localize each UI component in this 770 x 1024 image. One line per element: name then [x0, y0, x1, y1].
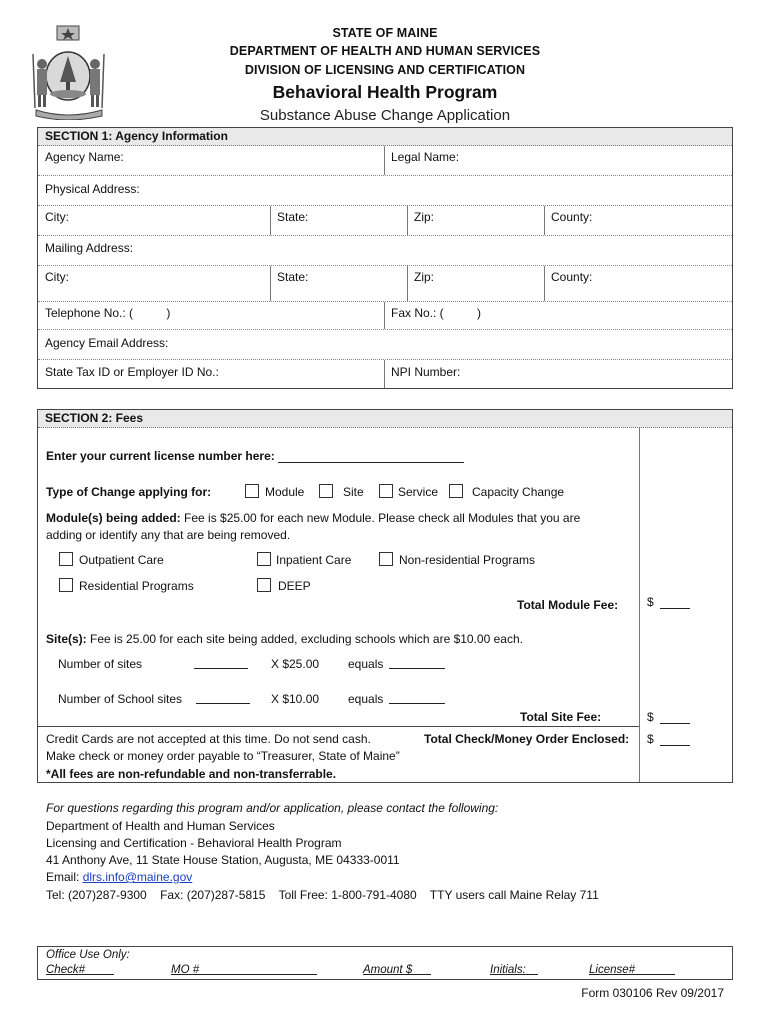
- mailing-address-field[interactable]: Mailing Address:: [45, 241, 134, 255]
- tax-id-field[interactable]: State Tax ID or Employer ID No.:: [45, 365, 219, 379]
- inpatient-care-checkbox[interactable]: [257, 552, 271, 566]
- state-of-maine-seal: [30, 24, 108, 120]
- state-field-1[interactable]: State:: [277, 210, 309, 224]
- form-number: Form 030106 Rev 09/2017: [581, 986, 724, 1000]
- total-module-fee-input[interactable]: [660, 597, 690, 609]
- row-physical-address: [38, 176, 732, 206]
- outpatient-care-label: Outpatient Care: [79, 553, 164, 567]
- section2-heading: SECTION 2: Fees: [38, 410, 732, 428]
- contact-email-link[interactable]: dlrs.info@maine.gov: [82, 870, 193, 884]
- credit-card-notice: Credit Cards are not accepted at this time. Do not send cash.: [46, 732, 371, 746]
- row-city-2: [38, 266, 732, 302]
- site-fee-dollar: $: [647, 710, 654, 724]
- total-enclosed-input[interactable]: [660, 734, 690, 746]
- outpatient-care-checkbox[interactable]: [59, 552, 73, 566]
- row-phone-fax: [38, 302, 732, 330]
- section1-box: [37, 127, 733, 389]
- module-fee-dollar: $: [647, 595, 654, 609]
- physical-address-field[interactable]: Physical Address:: [45, 182, 140, 196]
- service-checkbox-label: Service: [398, 485, 439, 499]
- site-checkbox[interactable]: [319, 484, 333, 498]
- total-site-fee-label: Total Site Fee:: [520, 710, 602, 724]
- contact-department: Department of Health and Human Services: [46, 819, 275, 833]
- schools-total-input[interactable]: [389, 692, 445, 704]
- module-checkbox[interactable]: [245, 484, 259, 498]
- contact-email-label: Email:: [46, 870, 80, 884]
- section2-box: [37, 409, 733, 783]
- legal-name-field[interactable]: Legal Name:: [391, 150, 460, 164]
- contact-address: 41 Anthony Ave, 11 State House Station, Augusta, ME 04333-0011: [46, 853, 400, 867]
- number-of-school-sites-input[interactable]: [196, 692, 250, 704]
- contact-division: Licensing and Certification - Behavioral Health Program: [46, 836, 342, 850]
- modules-fee-text: Fee is $25.00 for each new Module. Please check all Modules that you are: [184, 511, 581, 525]
- office-mo-label: MO #: [171, 964, 200, 976]
- section1-heading: SECTION 1: Agency Information: [38, 128, 732, 146]
- state-field-2[interactable]: State:: [277, 270, 309, 284]
- page-subtitle: Substance Abuse Change Application: [259, 107, 511, 124]
- sites-total-input[interactable]: [389, 657, 445, 669]
- header-department: DEPARTMENT OF HEALTH AND HUMAN SERVICES: [229, 44, 541, 58]
- office-license-label: License#: [589, 964, 636, 976]
- agency-email-field[interactable]: Agency Email Address:: [45, 336, 169, 350]
- service-checkbox[interactable]: [379, 484, 393, 498]
- office-use-box: [37, 946, 733, 980]
- total-module-fee-label: Total Module Fee:: [517, 598, 619, 612]
- number-of-sites-input[interactable]: [194, 657, 248, 669]
- non-residential-label: Non-residential Programs: [399, 553, 536, 567]
- row-city-1: [38, 206, 732, 236]
- city-field-1[interactable]: City:: [45, 210, 69, 224]
- telephone-field[interactable]: Telephone No.: ( ): [45, 306, 171, 320]
- residential-programs-checkbox[interactable]: [59, 578, 73, 592]
- contact-intro: For questions regarding this program and/or application, please contact the following:: [46, 801, 499, 815]
- city-field-2[interactable]: City:: [45, 270, 69, 284]
- non-refundable-notice: *All fees are non-refundable and non-transferrable.: [46, 767, 337, 781]
- header-division: DIVISION OF LICENSING AND CERTIFICATION: [244, 63, 526, 77]
- enclosed-dollar: $: [647, 732, 654, 746]
- zip-field-1[interactable]: Zip:: [414, 210, 435, 224]
- residential-programs-label: Residential Programs: [79, 579, 194, 593]
- row-tax-npi: [38, 360, 732, 388]
- schools-equals-label: equals: [348, 692, 384, 706]
- sites-label: Site(s):: [46, 632, 87, 646]
- office-amount-input[interactable]: [363, 964, 431, 975]
- agency-name-field[interactable]: Agency Name:: [45, 150, 124, 164]
- sites-equals-label: equals: [348, 657, 384, 671]
- capacity-change-checkbox[interactable]: [449, 484, 463, 498]
- inpatient-care-label: Inpatient Care: [276, 553, 352, 567]
- county-field-1[interactable]: County:: [551, 210, 593, 224]
- office-check-input[interactable]: [46, 964, 114, 975]
- type-of-change-label: Type of Change applying for:: [46, 485, 212, 499]
- sites-fee-text: Fee is 25.00 for each site being added, excluding schools which are $10.00 each.: [90, 632, 523, 646]
- modules-fee-text-2: adding or identify any that are being removed.: [46, 528, 291, 542]
- zip-field-2[interactable]: Zip:: [414, 270, 435, 284]
- deep-label: DEEP: [278, 579, 311, 593]
- site-checkbox-label: Site: [343, 485, 364, 499]
- total-site-fee-input[interactable]: [660, 712, 690, 724]
- office-initials-input[interactable]: [490, 964, 538, 975]
- row-email: [38, 330, 732, 360]
- office-amount-label: Amount $: [363, 964, 413, 976]
- office-mo-input[interactable]: [171, 964, 317, 975]
- capacity-change-checkbox-label: Capacity Change: [472, 485, 565, 499]
- schools-multiplier: X $10.00: [271, 692, 320, 706]
- modules-label: Module(s) being added:: [46, 511, 181, 525]
- row-mailing-address: [38, 236, 732, 266]
- license-number-input[interactable]: [278, 451, 464, 463]
- license-number-label: Enter your current license number here:: [46, 449, 275, 463]
- non-residential-checkbox[interactable]: [379, 552, 393, 566]
- sites-multiplier: X $25.00: [271, 657, 320, 671]
- office-check-label: Check#: [46, 964, 85, 976]
- office-use-title: Office Use Only:: [46, 949, 130, 961]
- office-license-input[interactable]: [589, 964, 675, 975]
- office-initials-label: Initials:: [490, 964, 526, 976]
- county-field-2[interactable]: County:: [551, 270, 593, 284]
- row-agency-name: [38, 146, 732, 176]
- number-of-school-sites-label: Number of School sites: [58, 692, 183, 706]
- header-state: STATE OF MAINE: [332, 26, 438, 40]
- payable-to-text: Make check or money order payable to “Treasurer, State of Maine”: [46, 749, 400, 763]
- page-title: Behavioral Health Program: [272, 82, 498, 102]
- number-of-sites-label: Number of sites: [58, 657, 143, 671]
- total-enclosed-label: Total Check/Money Order Enclosed:: [424, 732, 630, 746]
- npi-field[interactable]: NPI Number:: [391, 365, 461, 379]
- contact-phones: Tel: (207)287-9300 Fax: (207)287-5815 Toll Free: 1-800-791-4080 TTY users call Maine Relay 711: [46, 888, 599, 902]
- fax-field[interactable]: Fax No.: ( ): [391, 306, 482, 320]
- deep-checkbox[interactable]: [257, 578, 271, 592]
- module-checkbox-label: Module: [265, 485, 305, 499]
